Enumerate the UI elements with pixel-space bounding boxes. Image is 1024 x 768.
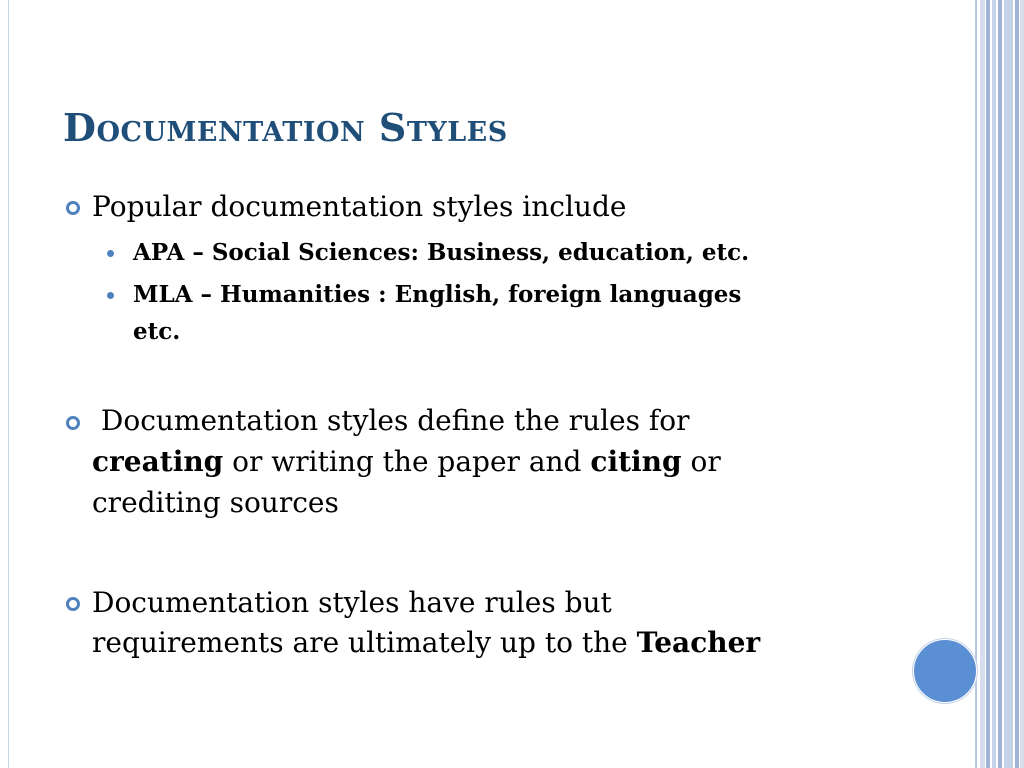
bullet-ring-icon [66,416,80,430]
sub-bullet-dot-icon [107,292,114,299]
decor-stripe [992,0,996,768]
bullet-text: Documentation styles define the rules for [92,404,690,437]
sub-bullet-dot-icon [107,250,114,257]
bullet-text-line [92,442,721,482]
bullet-text-line [92,623,760,663]
emphasis-citing: citing [590,445,682,478]
bullet-text-fragment: requirements are ultimately up to the [92,626,637,659]
sub-bullet-text: APA – Social Sciences: Business, education, etc. [133,239,750,266]
bullet-text-fragment: or writing the paper and [223,445,591,478]
decor-stripe [980,0,985,768]
bullet-text: Documentation styles have rules but [92,586,612,619]
decor-stripe [975,0,977,768]
sub-bullet-text: MLA – Humanities : English, foreign languages [133,281,742,308]
bullet-text-line: crediting sources [92,486,339,519]
decor-stripe [1004,0,1013,768]
bullet-text: Popular documentation styles include [92,190,627,223]
bullet-ring-icon [66,597,80,611]
decor-stripe [986,0,990,768]
decor-circle [913,639,977,703]
decor-stripe [1020,0,1024,768]
emphasis-creating: creating [92,445,224,478]
bullet-ring-icon [66,201,80,215]
bullet-text-fragment: or [681,445,721,478]
decor-stripe [998,0,1002,768]
slide-title: Documentation Styles [63,105,508,150]
left-border-line [8,0,9,768]
decor-stripe [1015,0,1019,768]
sub-bullet-text-continued: etc. [133,318,181,345]
emphasis-teacher: Teacher [636,626,761,659]
